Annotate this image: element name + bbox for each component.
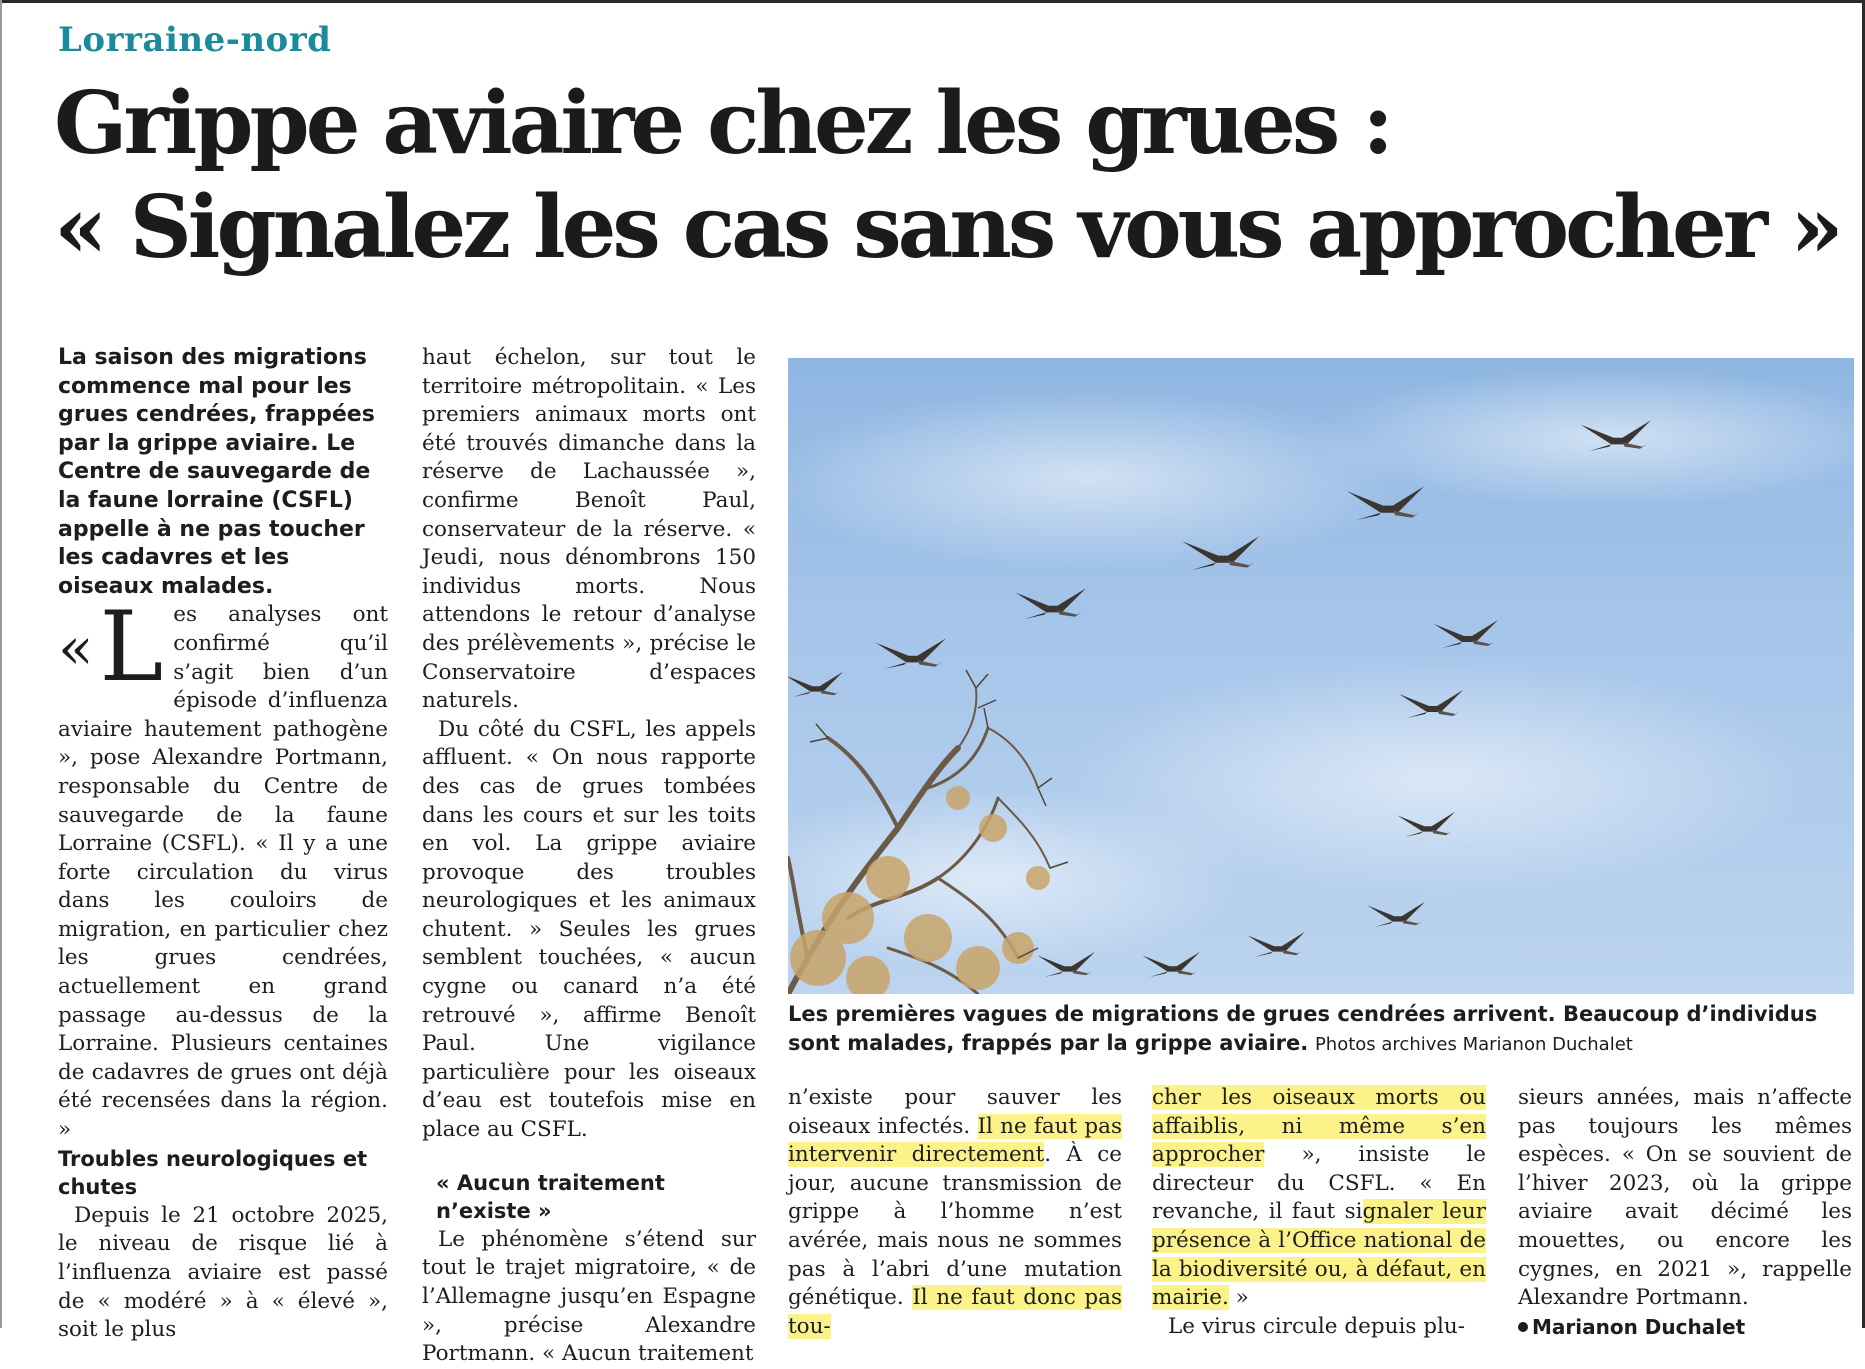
crane-bird (1367, 902, 1425, 927)
paragraph-csfl-calls: Du côté du CSFL, les appels affluent. « On nous rapporte des cas de grues tombées dans les cours et sur les toits en vol. La grippe aviaire provoque des troubles neurologiques et les animaux chutent. » Seules les grues semblent touchées, « aucun cygne ou canard n’a été retrouvé », affirme Benoît Paul. Une vigilance particulière pour les oiseaux d’eau est toutefois mise en place au CSFL. (422, 716, 756, 1143)
photo-credit: Photos archives Marianon Duchalet (1314, 1034, 1633, 1055)
crane-bird (876, 638, 946, 669)
chapeau: La saison des migrations commence mal pour les grues cendrées, frappées par la grippe aviaire. Le Centre de sauvegarde de la faune lorraine (CSFL) appelle à ne pas toucher les cadavres et les oiseaux malades. (58, 345, 375, 599)
drop-cap (58, 591, 164, 704)
paragraph-history: sieurs années, mais n’affecte pas toujours les mêmes espèces. « On se souvient de l’hiver 2023, où la grippe aviaire avait décimé les mouettes, ou encore les cygnes, en 2021 », rappelle Alexandre Portmann. (1518, 1085, 1852, 1311)
crane-bird (1016, 588, 1086, 619)
byline-bullet-icon (1518, 1322, 1528, 1332)
crane-bird (788, 672, 843, 697)
col3-text-2: . À ce jour, aucune transmission de grippe à l’homme n’est avérée, mais nous ne sommes pas à l’abri d’une mutation génétique. (788, 1142, 1123, 1311)
crane-bird (1142, 952, 1200, 977)
crane-bird (1434, 620, 1498, 648)
subhead-aucun-traitement: « Aucun traitement n’existe » (436, 1170, 665, 1224)
col3-text-1: n’existe pour sauver les oiseaux infectés. (788, 1085, 1122, 1139)
frame-left-border (0, 0, 2, 1328)
article-column-5 (1518, 1084, 1852, 1342)
article-column-3 (788, 1084, 1122, 1341)
subhead-troubles: Troubles neurologiques et chutes (58, 1146, 368, 1200)
drop-cap-letter: L (99, 591, 164, 704)
paragraph-virus: Le virus circule depuis plu- (1168, 1313, 1465, 1339)
cranes-illustration (788, 358, 1854, 994)
highlight-ne-pas-intervenir: Il ne faut pas intervenir directement (788, 1113, 1122, 1168)
section-kicker: Lorraine-nord (58, 20, 332, 60)
paragraph-trajet: Le phénomène s’étend sur tout le trajet migratoire, « de l’Allemagne jusqu’en Espagne », précise Alexandre Portmann. « Aucun traitement (422, 1226, 756, 1367)
paragraph-no-treatment (788, 1084, 1122, 1341)
col4-text-1: », insiste le directeur du CSFL. « En revanche, il faut si (1152, 1142, 1486, 1225)
drop-cap-guillemet: « (58, 614, 94, 683)
lead-paragraph (58, 591, 388, 1144)
paragraph-reserve: haut échelon, sur tout le territoire métropolitain. « Les premiers animaux morts ont été trouvés dimanche dans la réserve de Lachaussée », confirme Benoît Paul, conservateur de la réserve. « Jeudi, nous dénombrons 150 individus morts. Nous attendons le retour d’analyse des prélèvements », précise le Conservatoire d’espaces naturels. (422, 345, 756, 714)
crane-bird (1247, 932, 1305, 957)
paragraph-directeur (1152, 1084, 1486, 1313)
article-column-2 (422, 344, 756, 1369)
author-signature: Marianon Duchalet (1532, 1314, 1746, 1339)
col4-text-2: » (1228, 1285, 1249, 1311)
headline-line-2: « Signalez les cas sans vous approcher » (54, 177, 1840, 278)
cranes-photo (788, 358, 1854, 994)
highlight-toucher-oiseaux: cher les oiseaux morts ou affaiblis, ni même s’en approcher (1152, 1085, 1486, 1168)
highlight-ne-pas-toucher: Il ne faut donc pas tou- (788, 1285, 1122, 1339)
lead-text: es analyses ont confirmé qu’il s’agit bien d’un épisode d’influenza aviaire hautement pathogène », pose Alexandre Portmann, responsable du Centre de sauvegarde de la faune Lorraine (CSFL). « Il y a une forte circulation du virus dans les couloirs de migration, en particulier chez les grues cendrées, actuellement en grand passage au-dessus de la Lorraine. Plusieurs centaines de cadavres de grues ont déjà été recensées dans la région. » (58, 602, 388, 1143)
headline (54, 72, 1854, 280)
headline-line-1: Grippe aviaire chez les grues : (54, 73, 1390, 174)
caption-text: Les premières vagues de migrations de grues cendrées arrivent. Beaucoup d’individus sont malades, frappés par la grippe aviaire. (788, 1002, 1818, 1055)
photo-caption (788, 1000, 1854, 1059)
highlight-signaler: gnaler leur présence à l’Office national de la biodiversité ou, à défaut, en mairie. (1152, 1199, 1486, 1311)
paragraph-risk-level: Depuis le 21 octobre 2025, le niveau de risque lié à l’influenza aviaire est passé de « modéré » à « élevé », soit le plus (58, 1202, 388, 1343)
article-column-4 (1152, 1084, 1486, 1341)
frame-top-border (0, 0, 1865, 3)
article-column-1 (58, 344, 388, 1345)
